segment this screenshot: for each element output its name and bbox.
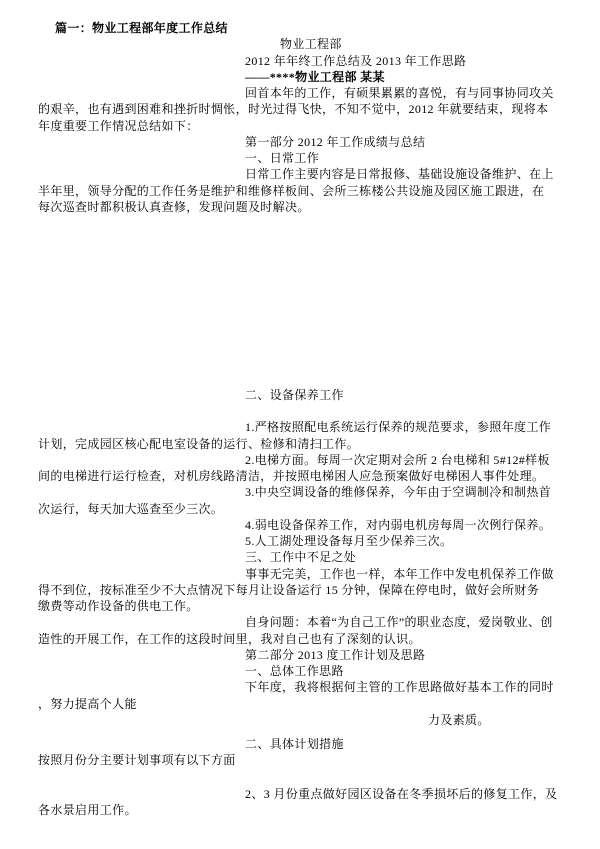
text-line: 每次巡查时都积极认真查修，发现问题及时解决。 bbox=[38, 199, 310, 214]
text-line: 次运行，每天加大巡查至少三次。 bbox=[38, 501, 224, 516]
text-line: 2、3 月份重点做好园区设备在冬季损坏后的修复工作，及 bbox=[245, 786, 558, 801]
text-line: 日常工作主要内容是日常报修、基础设施设备维护、在上 bbox=[245, 167, 554, 182]
text-line: 第二部分 2013 度工作计划及思路 bbox=[245, 647, 426, 662]
text-line: 二、具体计划措施 bbox=[245, 737, 344, 751]
text-line: 一、总体工作思路 bbox=[245, 664, 344, 678]
text-line: 5.人工湖处理设备每月至少保养三次。 bbox=[245, 534, 453, 548]
text-line: 自身问题：本着“为自己工作”的职业态度，爱岗敬业、创 bbox=[245, 615, 553, 630]
text-line: 2012 年年终工作总结及 2013 年工作思路 bbox=[245, 53, 467, 68]
text-line: 得不到位，按标准至少不大点情况下每月让设备运行 15 分钟，保障在停电时，做好会所财务 bbox=[38, 582, 540, 597]
document-body bbox=[38, 20, 562, 818]
text-line: ，努力提高个人能 bbox=[38, 696, 137, 711]
text-line: 篇一：物业工程部年度工作总结 bbox=[55, 21, 228, 35]
text-line: 1.严格按照配电系统运行保养的规范要求，参照年度工作 bbox=[245, 420, 552, 435]
text-line: 事事无完美，工作也一样，本年工作中发电机保养工作做 bbox=[245, 566, 554, 581]
text-line: 造性的开展工作，在工作的这段时间里，我对自己也有了深刻的认识。 bbox=[38, 631, 421, 646]
text-line: 4.弱电设备保养工作，对内弱电机房每周一次例行保养。 bbox=[245, 517, 552, 532]
text-line: 间的电梯进行运行检查，对机房线路清洁，并按照电梯困人应急预案做好电梯困人事件处理。 bbox=[38, 469, 545, 483]
text-line: 三、工作中不足之处 bbox=[245, 550, 357, 565]
text-line: 按照月份分主要计划事项有以下方面 bbox=[38, 753, 236, 768]
text-line: 下年度，我将根据何主管的工作思路做好基本工作的同时 bbox=[245, 680, 554, 695]
text-line: 缴费等动作设备的供电工作。 bbox=[38, 599, 199, 613]
text-line: 年度重要工作情况总结如下： bbox=[38, 118, 199, 133]
text-line: 物业工程部 bbox=[280, 37, 342, 52]
text-line: 的艰辛，也有遇到困难和挫折时惆怅，时光过得飞快，不知不觉中，2012 年就要结束，现将本 bbox=[38, 102, 549, 117]
text-line: 2.电梯方面。每周一次定期对会所 2 台电梯和 5#12#样板 bbox=[245, 452, 550, 467]
text-line: 各水景启用工作。 bbox=[38, 802, 137, 817]
text-line: 第一部分 2012 年工作成绩与总结 bbox=[245, 134, 426, 149]
text-line: 力及素质。 bbox=[428, 712, 490, 727]
text-line: 一、日常工作 bbox=[245, 151, 320, 165]
text-line: ——****物业工程部 某某 bbox=[245, 69, 385, 84]
text-line: 回首本年的工作，有硕果累累的喜悦，有与同事协同攻关 bbox=[245, 86, 554, 100]
text-line: 半年里，领导分配的工作任务是维护和维修样板间、会所三栋楼公共设施及园区施工跟进，在 bbox=[38, 183, 545, 198]
text-line: 计划，完成园区核心配电室设备的运行、检修和清扫工作。 bbox=[38, 436, 360, 451]
text-line: 3.中央空调设备的维修保养，今年由于空调制冷和制热首 bbox=[245, 485, 552, 500]
text-line: 二、设备保养工作 bbox=[245, 388, 344, 402]
